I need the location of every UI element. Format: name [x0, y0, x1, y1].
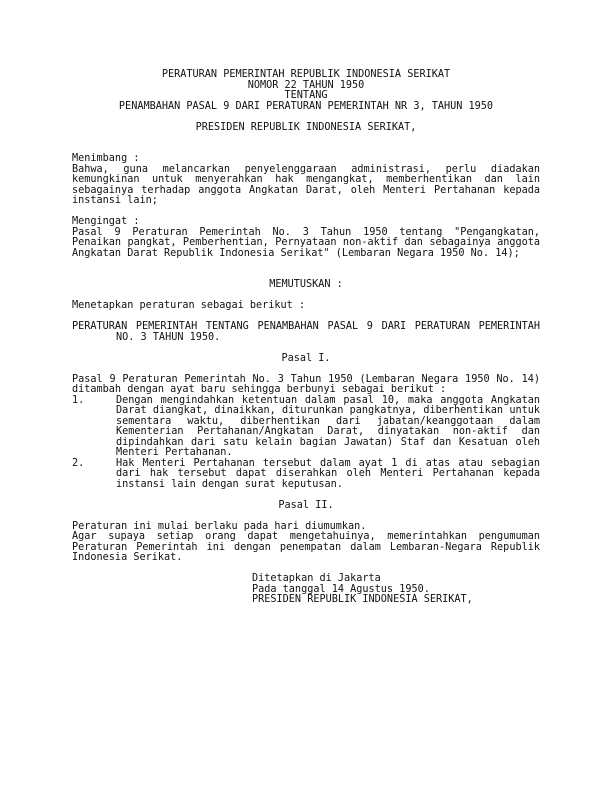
pasal-1-heading: Pasal I.: [281, 352, 331, 364]
regulation-title: PERATURAN PEMERINTAH TENTANG PENAMBAHAN PASAL 9 DARI PERATURAN PEMERINTAH NO. 3 TAHUN 1950.: [72, 321, 540, 343]
menimbang-section: [72, 154, 540, 207]
menetapkan-text: Menetapkan peraturan sebagai berikut :: [72, 300, 306, 311]
pasal-2-line-1: Peraturan ini mulai berlaku pada hari diumumkan.: [72, 520, 367, 532]
mengingat-section: [72, 217, 540, 259]
pasal-1-intro: Pasal 9 Peraturan Pemerintah No. 3 Tahun 1950 (Lembaran Negara 1950 No. 14) ditambah dengan ayat baru sehingga berbunyi sebagai berikut :: [72, 373, 540, 395]
title-number: NOMOR 22 TAHUN 1950: [247, 79, 365, 91]
list-item: [72, 459, 540, 491]
title-about: TENTANG: [284, 90, 328, 101]
mengingat-label: Mengingat :: [72, 216, 140, 227]
menimbang-text: Bahwa, guna melancarkan penyelenggaraan administrasi, perlu diadakan kemungkinan untuk menyerahkan hak mengangkat, memberhentikan dan lain sebagainya terhadap anggota Angkatan Darat, oleh Menteri Pertahanan kepada instansi lain;: [72, 163, 540, 206]
mengingat-text: Pasal 9 Peraturan Pemerintah No. 3 Tahun 1950 tentang "Pengangkatan, Penaikan pangkat, Pemberhentian, Pernyataan non-aktif dan sebagainya anggota Angkatan Darat Republik Indonesia Serikat" (Lembaran Negara 1950 No. 14);: [72, 226, 540, 259]
title-subject: PENAMBAHAN PASAL 9 DARI PERATURAN PEMERINTAH NR 3, TAHUN 1950: [118, 100, 494, 112]
memutuskan-heading: MEMUTUSKAN :: [269, 279, 343, 290]
menimbang-label: Menimbang :: [72, 153, 140, 164]
list-number: 1.: [72, 394, 85, 406]
document-page: [72, 70, 540, 606]
pasal-2-heading: Pasal II.: [278, 499, 334, 511]
header-block: [72, 70, 540, 112]
signature-date: Pada tanggal 14 Agustus 1950.: [252, 583, 430, 595]
signature-title: PRESIDEN REPUBLIK INDONESIA SERIKAT,: [252, 594, 473, 605]
list-text: Hak Menteri Pertahanan tersebut dalam ayat 1 di atas atau sebagian dari hak tersebut dapat diserahkan oleh Menteri Pertahanan kepada instansi lain dengan surat keputusan.: [116, 457, 540, 490]
list-text: Dengan mengindahkan ketentuan dalam pasal 10, maka anggota Angkatan Darat diangkat, dinaikkan, diturunkan pangkatnya, diberhentikan untuk sementara waktu, diberhentikan dari jabatan/keanggotaan dalam Kementerian Pertahanan/Angkatan Darat, dinyatakan non-aktif dan dipindahkan dari satu kelain bagian Jawatan) Staf dan Kesatuan oleh Menteri Pertahanan.: [116, 394, 540, 458]
title-line-1: PERATURAN PEMERINTAH REPUBLIK INDONESIA SERIKAT: [161, 69, 451, 80]
list-item: [72, 396, 540, 459]
signature-block: [72, 574, 540, 606]
issuer: PRESIDEN REPUBLIK INDONESIA SERIKAT,: [195, 121, 417, 133]
list-number: 2.: [72, 457, 85, 469]
pasal-2-text: Agar supaya setiap orang dapat mengetahuinya, memerintahkan pengumuman Peraturan Pemerintah ini dengan penempatan dalam Lembaran-Negara Republik Indonesia Serikat.: [72, 531, 540, 563]
signature-place: Ditetapkan di Jakarta: [252, 573, 381, 584]
